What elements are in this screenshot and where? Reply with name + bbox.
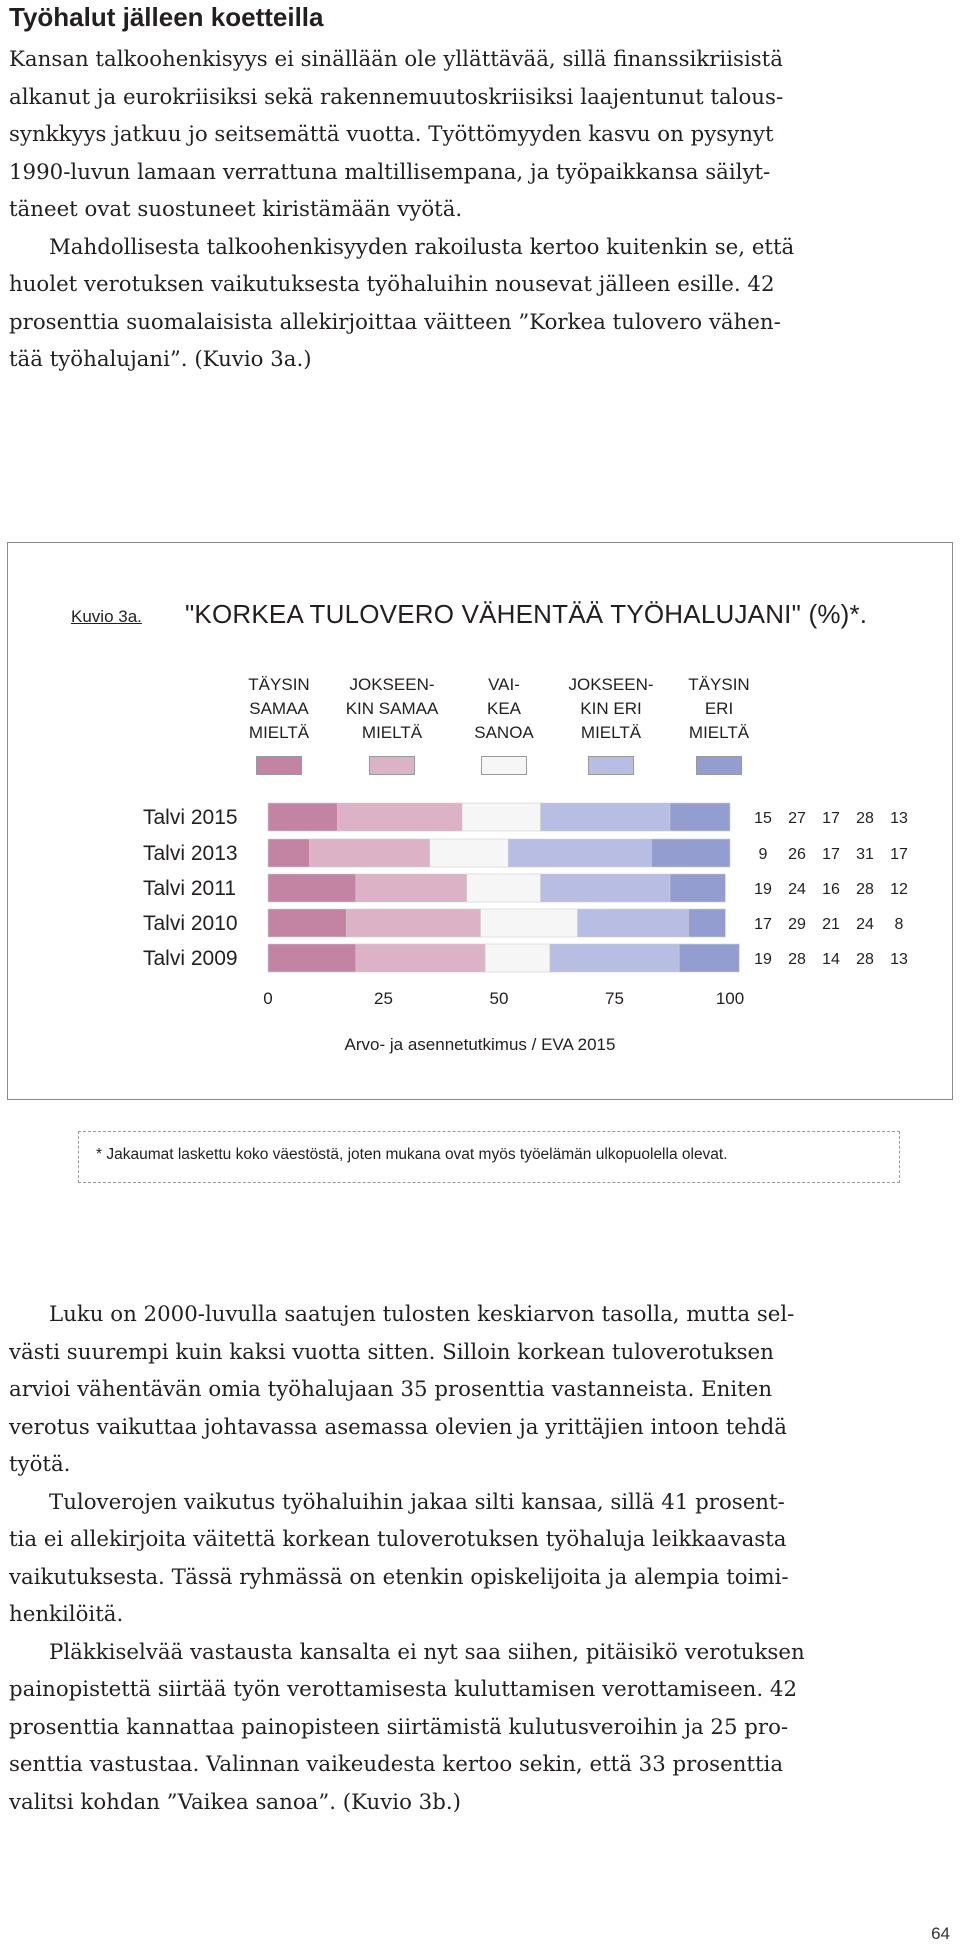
- legend-label-line: TÄYSIN: [248, 675, 310, 694]
- legend-label-line: KEA: [486, 699, 522, 718]
- value-label: 27: [788, 810, 806, 827]
- figure-title: "KORKEA TULOVERO VÄHENTÄÄ TYÖHALUJANI" (%)*.: [185, 599, 868, 629]
- intro-line: 1990-luvun lamaan verrattuna maltillisempana, ja työpaikkansa säilyt-: [9, 159, 771, 185]
- value-label: 28: [856, 951, 874, 968]
- footnote-box: [78, 1131, 900, 1183]
- x-tick-label: 50: [489, 989, 509, 1008]
- intro-line: tää työhalujani”. (Kuvio 3a.): [9, 347, 312, 372]
- value-label: 13: [890, 951, 908, 968]
- value-label: 24: [856, 916, 874, 933]
- figure-source: Arvo- ja asennetutkimus / EVA 2015: [344, 1035, 616, 1054]
- body-line: tia ei allekirjoita väitettä korkean tuloverotuksen työhaluja leikkaavasta: [9, 1527, 787, 1552]
- legend-label-line: ERI: [704, 699, 734, 718]
- body-text: [9, 1296, 951, 1821]
- footnote-text: * Jakaumat laskettu koko väestöstä, joten mukana ovat myös työelämän ulkopuolella olevat.: [96, 1146, 728, 1163]
- body-line: arvioi vähentävän omia työhalujaan 35 prosenttia vastanneista. Eniten: [9, 1377, 773, 1402]
- value-label: 16: [822, 881, 840, 898]
- intro-line: Mahdollisesta talkoohenkisyyden rakoilusta kertoo kuitenkin se, että: [49, 234, 795, 260]
- value-label: 8: [894, 916, 904, 933]
- intro-line: täneet ovat suostuneet kiristämään vyötä.: [9, 197, 463, 222]
- body-line: Luku on 2000-luvulla saatujen tulosten keskiarvon tasolla, mutta sel-: [49, 1302, 795, 1327]
- value-label: 19: [754, 951, 772, 968]
- legend-label-line: SAMAA: [249, 699, 309, 718]
- value-label: 17: [754, 916, 772, 933]
- category-label: Talvi 2010: [143, 912, 238, 935]
- figure-label: Kuvio 3a.: [71, 607, 142, 626]
- category-label: Talvi 2009: [143, 947, 238, 970]
- value-label: 9: [758, 846, 768, 863]
- value-label: 29: [788, 916, 806, 933]
- category-label: Talvi 2015: [143, 806, 238, 829]
- value-label: 19: [754, 881, 772, 898]
- intro-text: [9, 41, 951, 379]
- body-line: vaikutuksesta. Tässä ryhmässä on etenkin opiskelijoita ja alempia toimi-: [9, 1564, 789, 1590]
- value-label: 28: [856, 881, 874, 898]
- legend-label: [224, 673, 334, 745]
- legend-label: [337, 673, 447, 745]
- value-label: 17: [822, 846, 840, 863]
- body-line: Pläkkiselvää vastausta kansalta ei nyt saa siihen, pitäisikö verotuksen: [49, 1639, 805, 1665]
- legend-swatch: [369, 756, 415, 775]
- body-line: painopistettä siirtää työn verottamisesta kuluttamisen verottamiseen. 42: [9, 1677, 798, 1702]
- section-heading: Työhalut jälleen koetteilla: [9, 2, 324, 32]
- legend-label-line: TÄYSIN: [688, 675, 750, 694]
- body-line: verotus vaikuttaa johtavassa asemassa olevien ja yrittäjien intoon tehdä: [9, 1414, 787, 1440]
- intro-line: prosenttia suomalaisista allekirjoittaa väitteen ”Korkea tulovero vähen-: [9, 309, 781, 335]
- legend-label-line: MIELTÄ: [248, 723, 310, 742]
- page-number: 64: [931, 1924, 950, 1943]
- value-label: 12: [890, 881, 908, 898]
- legend-label-line: KIN SAMAA: [345, 699, 439, 718]
- legend-swatch: [696, 756, 742, 775]
- legend-label-line: VAI-: [488, 675, 520, 694]
- intro-line: synkkyys jatkuu jo seitsemättä vuotta. Työttömyyden kasvu on pysynyt: [9, 122, 774, 147]
- x-tick-label: 75: [605, 989, 624, 1008]
- legend-label: [664, 673, 774, 745]
- legend-label-line: KIN ERI: [580, 699, 642, 718]
- body-line: Tuloverojen vaikutus työhaluihin jakaa silti kansaa, sillä 41 prosent-: [49, 1489, 785, 1515]
- value-label: 31: [856, 846, 874, 863]
- x-tick-label: 0: [263, 989, 273, 1008]
- body-line: henkilöitä.: [9, 1602, 124, 1627]
- category-label: Talvi 2013: [143, 842, 238, 865]
- value-label: 28: [856, 810, 874, 827]
- body-line: senttia vastustaa. Valinnan vaikeudesta kertoo sekin, että 33 prosenttia: [9, 1752, 784, 1777]
- legend-label-line: JOKSEEN-: [568, 675, 654, 694]
- value-label: 24: [788, 881, 806, 898]
- value-label: 15: [754, 810, 772, 827]
- legend-label-line: MIELTÄ: [361, 723, 423, 742]
- value-label: 17: [822, 810, 840, 827]
- intro-line: huolet verotuksen vaikutuksesta työhaluihin nousevat jälleen esille. 42: [9, 272, 775, 297]
- legend-swatch: [481, 756, 527, 775]
- legend-label-line: MIELTÄ: [580, 723, 642, 742]
- intro-line: alkanut ja eurokriisiksi sekä rakennemuutoskriisiksi laajentunut talous-: [9, 84, 784, 110]
- value-label: 21: [822, 916, 840, 933]
- value-label: 14: [822, 951, 840, 968]
- legend-swatch: [256, 756, 302, 775]
- legend-label: [556, 673, 666, 745]
- body-line: työtä.: [9, 1452, 71, 1477]
- body-line: valitsi kohdan ”Vaikea sanoa”. (Kuvio 3b.): [9, 1789, 461, 1815]
- intro-line: Kansan talkoohenkisyys ei sinällään ole yllättävää, sillä finanssikriisistä: [9, 47, 783, 72]
- value-label: 26: [788, 846, 806, 863]
- legend-swatch: [588, 756, 634, 775]
- value-label: 13: [890, 810, 908, 827]
- legend-label-line: MIELTÄ: [688, 723, 750, 742]
- category-label: Talvi 2011: [143, 877, 237, 900]
- x-tick-label: 25: [374, 989, 393, 1008]
- body-line: prosenttia kannattaa painopisteen siirtämistä kulutusveroihin ja 25 pro-: [9, 1714, 789, 1740]
- legend-label: [449, 673, 559, 745]
- body-line: västi suurempi kuin kaksi vuotta sitten. Silloin korkean tuloverotuksen: [9, 1339, 774, 1365]
- value-label: 28: [788, 951, 806, 968]
- legend-label-line: JOKSEEN-: [349, 675, 435, 694]
- x-tick-label: 100: [715, 989, 745, 1008]
- legend-label-line: SANOA: [474, 723, 534, 742]
- value-label: 17: [890, 846, 908, 863]
